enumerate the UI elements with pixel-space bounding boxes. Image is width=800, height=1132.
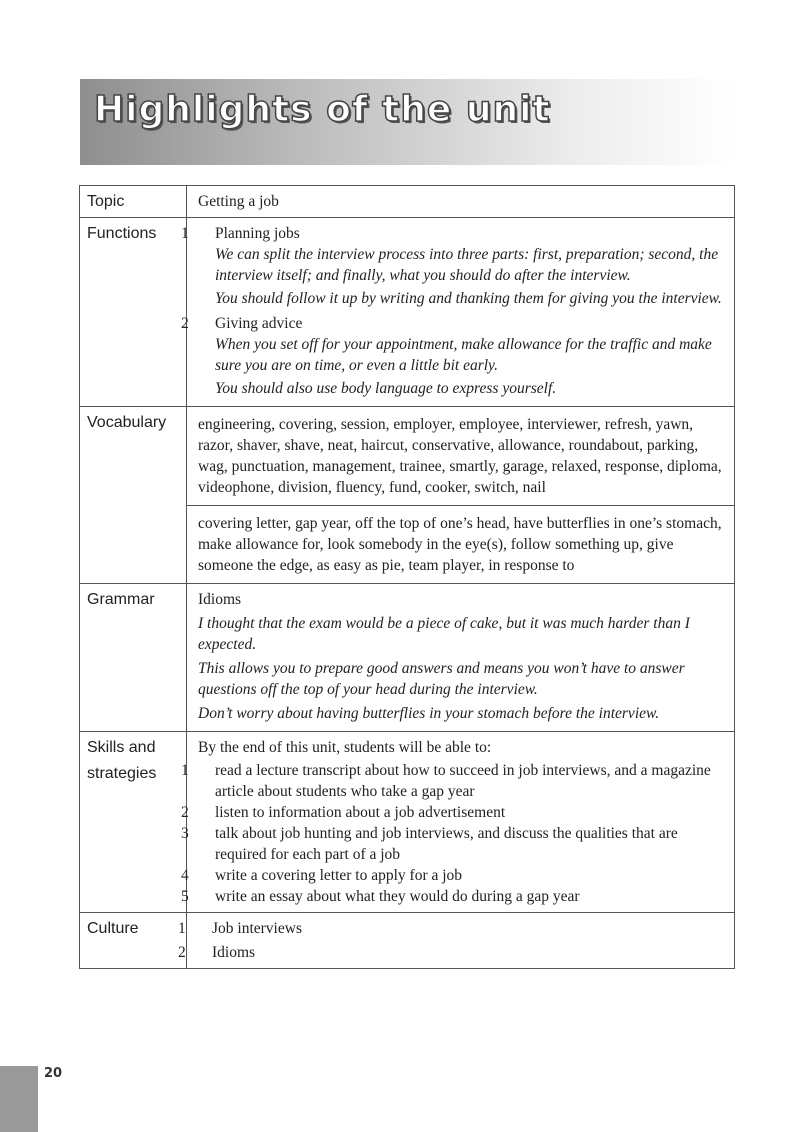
item-number: 1 — [178, 920, 186, 937]
page-title: Highlights of the unit — [94, 89, 551, 130]
item-title: Giving advice — [215, 315, 303, 332]
item-title: Planning jobs — [215, 225, 300, 242]
skills-content — [181, 732, 735, 913]
row-label-topic: Topic — [80, 186, 187, 218]
functions-content — [181, 218, 735, 407]
example-sentence: When you set off for your appointment, make allowance for the traffic and make sure you are on time, or even a little bit early. — [215, 336, 712, 374]
page-number: 20 — [44, 1066, 63, 1081]
title-banner — [80, 79, 735, 165]
list-item — [181, 802, 728, 823]
item-text: write an essay about what they would do during a gap year — [215, 888, 580, 905]
vocabulary-phrases — [187, 506, 735, 584]
culture-content — [178, 913, 735, 969]
row-label-vocabulary: Vocabulary — [80, 407, 187, 584]
item-number: 2 — [181, 315, 189, 332]
vocabulary-words — [187, 407, 735, 506]
example-sentence: You should also use body language to express yourself. — [215, 380, 557, 397]
item-text: Job interviews — [212, 920, 302, 937]
item-text: talk about job hunting and job interviews, and discuss the qualities that are required for each part of a job — [215, 825, 678, 863]
example-sentence: I thought that the exam would be a piece of cake, but it was much harder than I expected. — [198, 615, 690, 653]
page-edge-bar — [0, 1066, 38, 1132]
item-number: 2 — [181, 804, 189, 821]
item-number: 5 — [181, 888, 189, 905]
table-row-topic — [80, 186, 735, 218]
list-item — [178, 918, 728, 939]
item-text: write a covering letter to apply for a job — [215, 867, 463, 884]
row-label-skills — [80, 732, 187, 913]
table-row-functions — [80, 218, 735, 407]
grammar-content — [187, 584, 735, 732]
grammar-title: Idioms — [198, 591, 242, 608]
list-item — [181, 823, 728, 865]
table-row-culture — [80, 913, 735, 969]
item-number: 4 — [181, 867, 189, 884]
item-number: 1 — [181, 762, 189, 779]
vocabulary-phrase-list: covering letter, gap year, off the top of one’s head, have butterflies in one’s stomach, make allowance for, look somebody in the eye(s), follow something up, give someone the edge, as easy as pie, team player, in response to — [198, 515, 722, 574]
example-sentence: You should follow it up by writing and thanking them for giving you the interview. — [215, 290, 722, 307]
example-sentence: Don’t worry about having butterflies in your stomach before the interview. — [198, 705, 660, 722]
item-text: Idioms — [212, 944, 256, 961]
example-sentence: This allows you to prepare good answers and means you won’t have to answer questions off the top of your head during the interview. — [198, 660, 685, 698]
row-label-skills-line1: Skills and — [87, 739, 156, 756]
row-label-grammar: Grammar — [80, 584, 187, 732]
list-item — [181, 223, 728, 244]
item-number: 2 — [178, 944, 186, 961]
topic-text: Getting a job — [187, 186, 735, 218]
skills-intro: By the end of this unit, students will be able to: — [198, 739, 492, 756]
item-number: 3 — [181, 825, 189, 842]
table-row-grammar — [80, 584, 735, 732]
row-label-functions: Functions — [80, 218, 187, 407]
table-row-vocabulary-words — [80, 407, 735, 506]
item-number: 1 — [181, 225, 189, 242]
row-label-culture: Culture — [80, 913, 187, 969]
list-item — [181, 865, 728, 886]
highlights-table — [79, 185, 735, 969]
vocabulary-word-list: engineering, covering, session, employer, employee, interviewer, refresh, yawn, razor, shaver, shave, neat, haircut, conservative, allowance, roundabout, parking, wag, punctuation, management, trainee, smartly, garage, relaxed, response, diploma, videophone, division, fluency, fund, cooker, switch, nail — [198, 416, 722, 496]
list-item — [181, 886, 728, 907]
row-label-skills-line2: strategies — [87, 765, 157, 782]
list-item — [178, 942, 728, 963]
example-sentence: We can split the interview process into three parts: first, preparation; second, the interview itself; and finally, what you should do after the interview. — [215, 246, 719, 284]
item-text: listen to information about a job advertisement — [215, 804, 506, 821]
table-row-skills — [80, 732, 735, 913]
item-text: read a lecture transcript about how to succeed in job interviews, and a magazine article about students who take a gap year — [215, 762, 711, 800]
list-item — [181, 313, 728, 334]
list-item — [181, 760, 728, 802]
